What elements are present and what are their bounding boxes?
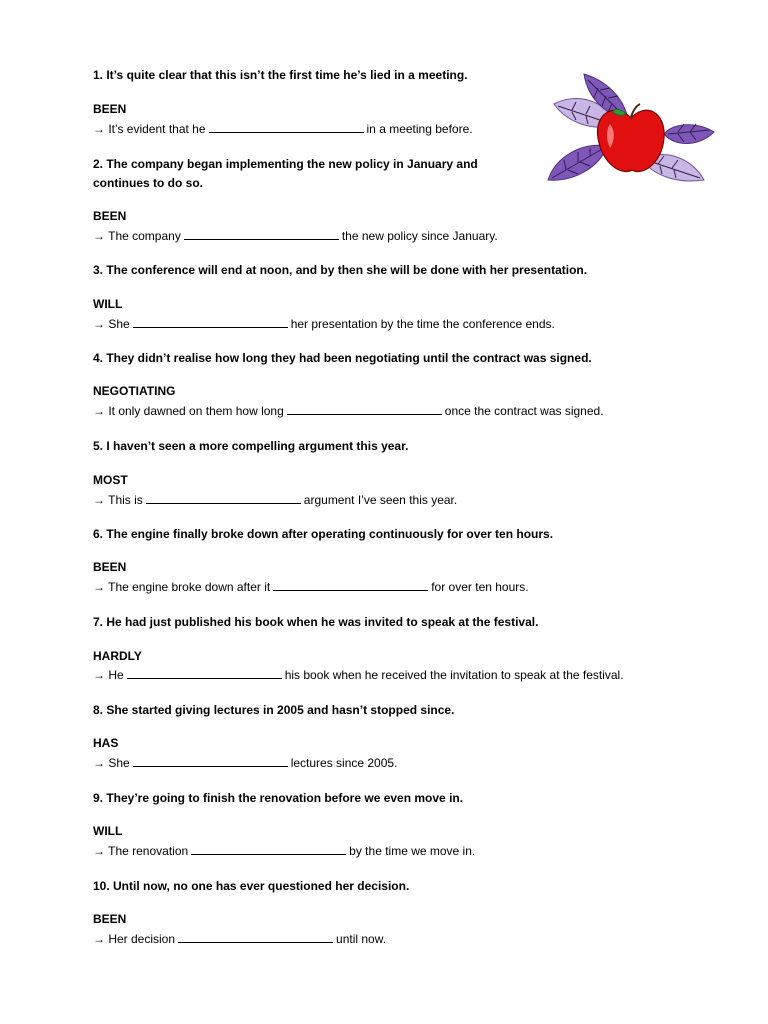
apple-with-leaves-icon [546, 72, 716, 184]
answer-10-prefix: → Her decision [93, 932, 176, 946]
answer-blank-9[interactable] [191, 843, 346, 855]
answer-5 [93, 492, 457, 508]
answer-10 [93, 931, 386, 947]
answer-blank-1[interactable] [209, 121, 364, 133]
answer-6-suffix: for over ten hours. [431, 580, 529, 594]
answer-8-prefix: → She [93, 756, 130, 770]
answer-4-suffix: once the contract was signed. [444, 404, 604, 418]
answer-1-prefix: → It’s evident that he [93, 122, 206, 136]
answer-7 [93, 667, 624, 683]
question-5: 5. I haven’t seen a more compelling argument this year. [93, 439, 409, 453]
keyword-2: BEEN [93, 209, 127, 223]
answer-1 [93, 121, 473, 137]
answer-blank-4[interactable] [287, 403, 442, 415]
question-1: 1. It’s quite clear that this isn’t the first time he’s lied in a meeting. [93, 68, 468, 82]
apple-body [598, 110, 665, 171]
question-6: 6. The engine finally broke down after operating continuously for over ten hours. [93, 527, 554, 541]
answer-8 [93, 755, 397, 771]
answer-blank-7[interactable] [127, 667, 282, 679]
question-8: 8. She started giving lectures in 2005 and hasn’t stopped since. [93, 703, 455, 717]
answer-2-prefix: → The company [93, 229, 181, 243]
keyword-3: WILL [93, 297, 123, 311]
question-2-line-2: continues to do so. [93, 176, 203, 190]
question-9: 9. They’re going to finish the renovation before we even move in. [93, 791, 464, 805]
question-10: 10. Until now, no one has ever questioned her decision. [93, 879, 410, 893]
answer-3 [93, 316, 555, 332]
keyword-5: MOST [93, 473, 128, 487]
question-2-line-1: 2. The company began implementing the new policy in January and [93, 157, 478, 171]
answer-7-suffix: his book when he received the invitation to speak at the festival. [284, 668, 624, 682]
answer-blank-10[interactable] [178, 931, 333, 943]
keyword-7: HARDLY [93, 649, 142, 663]
answer-2 [93, 228, 498, 244]
answer-6-prefix: → The engine broke down after it [93, 580, 271, 594]
answer-blank-5[interactable] [146, 492, 301, 504]
answer-8-suffix: lectures since 2005. [290, 756, 398, 770]
question-3: 3. The conference will end at noon, and by then she will be done with her presentation. [93, 263, 588, 277]
answer-4 [93, 403, 604, 419]
answer-5-suffix: argument I’ve seen this year. [303, 493, 458, 507]
keyword-6: BEEN [93, 560, 127, 574]
answer-9 [93, 843, 475, 859]
answer-6 [93, 579, 529, 595]
keyword-9: WILL [93, 824, 123, 838]
question-4: 4. They didn’t realise how long they had been negotiating until the contract was signed. [93, 351, 592, 365]
answer-9-suffix: by the time we move in. [349, 844, 476, 858]
answer-7-prefix: → He [93, 668, 124, 682]
answer-blank-6[interactable] [273, 579, 428, 591]
answer-blank-8[interactable] [133, 755, 288, 767]
answer-4-prefix: → It only dawned on them how long [93, 404, 284, 418]
answer-9-prefix: → The renovation [93, 844, 189, 858]
answer-2-suffix: the new policy since January. [341, 229, 498, 243]
answer-3-prefix: → She [93, 317, 130, 331]
question-7: 7. He had just published his book when he was invited to speak at the festival. [93, 615, 539, 629]
answer-1-suffix: in a meeting before. [366, 122, 473, 136]
keyword-10: BEEN [93, 912, 127, 926]
keyword-4: NEGOTIATING [93, 384, 176, 398]
answer-3-suffix: her presentation by the time the conference ends. [290, 317, 555, 331]
keyword-8: HAS [93, 736, 119, 750]
answer-blank-2[interactable] [184, 228, 339, 240]
answer-10-suffix: until now. [336, 932, 387, 946]
answer-blank-3[interactable] [133, 316, 288, 328]
answer-5-prefix: → This is [93, 493, 143, 507]
keyword-1: BEEN [93, 102, 127, 116]
